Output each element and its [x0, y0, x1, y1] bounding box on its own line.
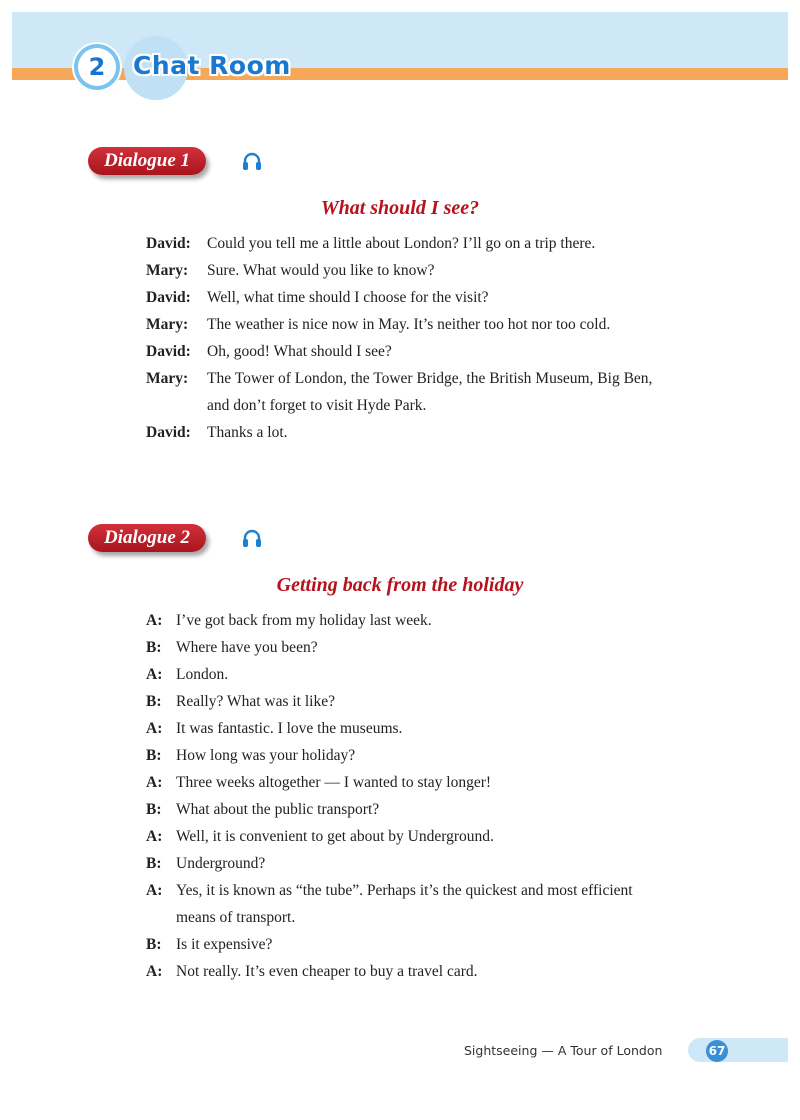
dialogue-2-label: Dialogue 2: [88, 524, 206, 552]
speaker-label: B:: [146, 693, 162, 710]
dialogue-line: Sure. What would you like to know?: [207, 262, 435, 279]
speaker-label: A:: [146, 828, 163, 845]
section-number-badge: [72, 42, 122, 92]
speaker-label: B:: [146, 855, 162, 872]
dialogue-2-title: Getting back from the holiday: [276, 574, 524, 596]
speaker-label: David:: [146, 235, 191, 252]
speaker-label: B:: [146, 639, 162, 656]
dialogue-line: means of transport.: [176, 909, 296, 926]
dialogue-1-title: What should I see?: [320, 197, 480, 219]
speaker-label: B:: [146, 747, 162, 764]
speaker-label: David:: [146, 343, 191, 360]
speaker-label: A:: [146, 963, 163, 980]
dialogue-line: The Tower of London, the Tower Bridge, the British Museum, Big Ben,: [207, 370, 653, 387]
speaker-label: B:: [146, 801, 162, 818]
dialogue-line: Well, it is convenient to get about by Underground.: [176, 828, 494, 845]
dialogue-line: Three weeks altogether — I wanted to stay longer!: [176, 774, 492, 791]
speaker-label: A:: [146, 612, 163, 629]
section-number: 2: [78, 48, 116, 86]
speaker-label: Mary:: [146, 370, 189, 387]
speaker-label: A:: [146, 774, 163, 791]
speaker-label: A:: [146, 720, 163, 737]
dialogue-line: The weather is nice now in May. It’s neither too hot nor too cold.: [207, 316, 611, 333]
speaker-label: A:: [146, 882, 163, 899]
dialogue-line: and don’t forget to visit Hyde Park.: [207, 397, 427, 414]
dialogue-line: What about the public transport?: [176, 801, 380, 818]
dialogue-line: Yes, it is known as “the tube”. Perhaps it’s the quickest and most efficient: [176, 882, 633, 899]
speaker-label: B:: [146, 936, 162, 953]
footer-bar: [688, 1038, 788, 1062]
speaker-label: A:: [146, 666, 163, 683]
speaker-label: David:: [146, 424, 191, 441]
headphones-icon[interactable]: [241, 528, 263, 550]
headphones-icon[interactable]: [241, 151, 263, 173]
running-title: Sightseeing — A Tour of London: [464, 1043, 663, 1058]
dialogue-line: Oh, good! What should I see?: [207, 343, 392, 360]
dialogue-line: Underground?: [176, 855, 266, 872]
dialogue-line: Not really. It’s even cheaper to buy a travel card.: [176, 963, 478, 980]
speaker-label: David:: [146, 289, 191, 306]
dialogue-line: I’ve got back from my holiday last week.: [176, 612, 432, 629]
dialogue-line: Is it expensive?: [176, 936, 273, 953]
dialogue-line: Thanks a lot.: [207, 424, 288, 441]
dialogue-line: Where have you been?: [176, 639, 318, 656]
dialogue-line: Really? What was it like?: [176, 693, 335, 710]
page-number: 67: [706, 1040, 728, 1062]
dialogue-line: Well, what time should I choose for the visit?: [207, 289, 489, 306]
dialogue-line: It was fantastic. I love the museums.: [176, 720, 403, 737]
dialogue-line: Could you tell me a little about London? I’ll go on a trip there.: [207, 235, 596, 252]
dialogue-line: London.: [176, 666, 229, 683]
speaker-label: Mary:: [146, 316, 189, 333]
section-title: Chat Room: [133, 51, 291, 80]
speaker-label: Mary:: [146, 262, 189, 279]
dialogue-line: How long was your holiday?: [176, 747, 356, 764]
dialogue-1-label: Dialogue 1: [88, 147, 206, 175]
